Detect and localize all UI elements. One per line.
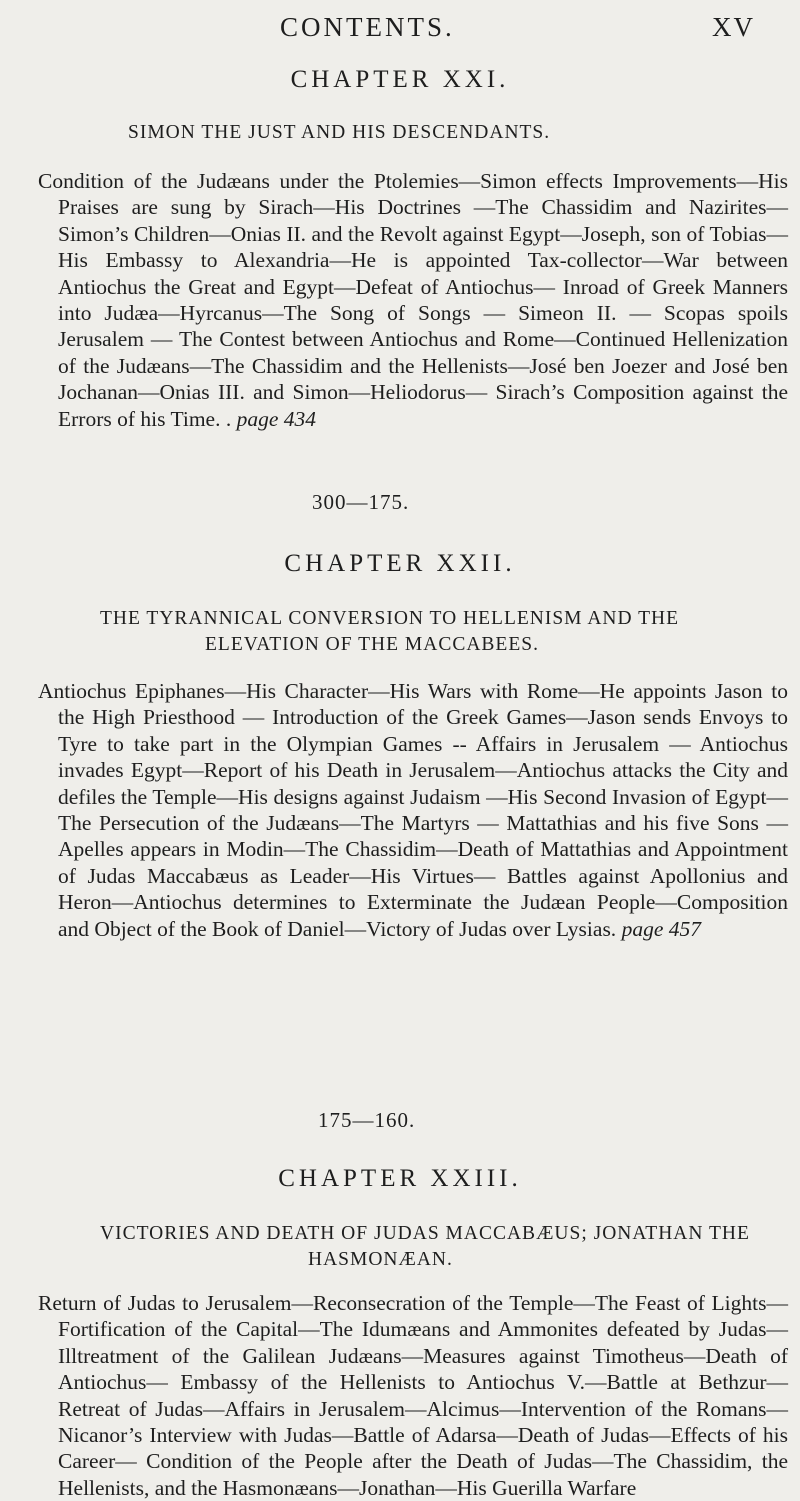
chapter-summary	[38, 1290, 788, 1500]
chapter-heading: CHAPTER XXI.	[290, 66, 510, 93]
running-head-title: CONTENTS.	[280, 12, 455, 42]
chapter-subtitle: VICTORIES AND DEATH OF JUDAS MACCABÆUS; JONATHAN THE	[100, 1223, 750, 1244]
page-reference: page 434	[236, 406, 317, 431]
chapter-summary-text: Condition of the Judæans under the Ptolemies—Simon effects Improvements—His Praises are sung by Sirach—His Doctrines —The Chassidim and Nazirites—Simon’s Children—Onias II. and the Revolt against Egypt—Joseph, son of Tobias—His Embassy to Alexandria—He is appointed Tax-collector—War between Antiochus the Great and Egypt—Defeat of Antiochus— Inroad of Greek Manners into Judæa—Hyrcanus—The Song of Songs — Simeon II. — Scopas spoils Jerusalem — The Contest between Antiochus and Rome—Continued Hellenization of the Judæans—The Chassidim and the Hellenists—José ben Joezer and José ben Jochanan—Onias III. and Simon—Heliodorus— Sirach’s Composition against the Errors of his Time. .	[38, 169, 788, 431]
running-head	[0, 12, 800, 48]
chapter-summary	[38, 168, 788, 432]
chapter-heading: CHAPTER XXIII.	[278, 1165, 522, 1192]
page-reference: page 457	[621, 916, 701, 941]
chapter-summary-text: Return of Judas to Jerusalem—Reconsecration of the Temple—The Feast of Lights—Fortification of the Capital—The Idumæans and Ammonites defeated by Judas—Illtreatment of the Galilean Judæans—Measures against Timotheus—Death of Antiochus— Embassy of the Hellenists to Antiochus V.—Battle at Bethzur— Retreat of Judas—Affairs in Jerusalem—Alcimus—Intervention of the Romans—Nicanor’s Interview with Judas—Battle of Adarsa—Death of Judas—Effects of his Career— Condition of the People after the Death of Judas—The Chassidim, the Hellenists, and the Hasmonæans—Jonathan—His Guerilla Warfare	[38, 1291, 788, 1500]
chapter-summary	[38, 678, 788, 942]
chapter-subtitle: ELEVATION OF THE MACCABEES.	[205, 634, 539, 655]
chapter-subtitle: SIMON THE JUST AND HIS DESCENDANTS.	[128, 122, 551, 143]
date-range: 175—160.	[318, 1108, 416, 1132]
chapter-summary-text: Antiochus Epiphanes—His Character—His Wars with Rome—He appoints Jason to the High Priesthood — Introduction of the Greek Games—Jason sends Envoys to Tyre to take part in the Olympian Games -- Affairs in Jerusalem — Antiochus invades Egypt—Report of his Death in Jerusalem—Antiochus attacks the City and defiles the Temple—His designs against Judaism —His Second Invasion of Egypt—The Persecution of the Judæans—The Martyrs — Mattathias and his five Sons — Apelles appears in Modin—The Chassidim—Death of Mattathias and Appointment of Judas Maccabæus as Leader—His Virtues— Battles against Apollonius and Heron—Antiochus determines to Exterminate the Judæan People—Composition and Object of the Book of Daniel—Victory of Judas over Lysias.	[38, 679, 788, 941]
chapter-heading: CHAPTER XXII.	[284, 550, 516, 577]
date-range: 300—175.	[312, 490, 410, 514]
page-number: XV	[712, 12, 755, 42]
chapter-subtitle: HASMONÆAN.	[308, 1249, 453, 1270]
chapter-subtitle: THE TYRANNICAL CONVERSION TO HELLENISM AND THE	[100, 608, 679, 629]
